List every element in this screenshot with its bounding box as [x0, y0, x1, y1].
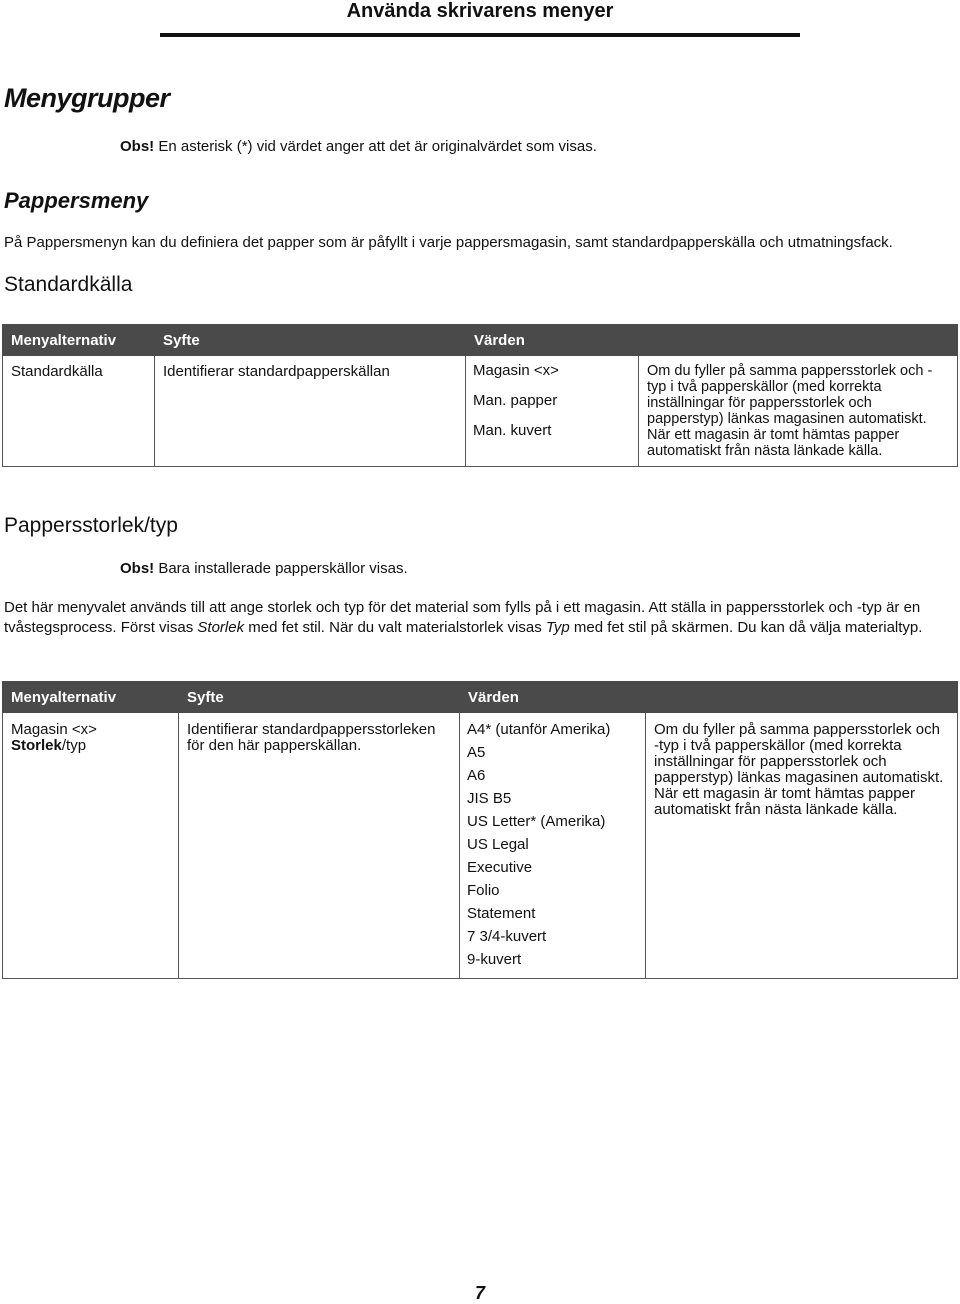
col-header-menyalternativ: Menyalternativ — [3, 325, 155, 356]
col-header-syfte: Syfte — [155, 325, 466, 356]
pappersstorlek-paragraph — [4, 598, 954, 637]
col-header-varden: Värden — [466, 325, 639, 356]
note-text: En asterisk (*) vid värdet anger att det är originalvärdet som visas. — [154, 138, 597, 155]
heading-standardkalla: Standardkälla — [4, 273, 133, 296]
table-row — [3, 356, 958, 467]
value-item: Executive — [467, 859, 533, 876]
para-text: med fet stil. När du valt materialstorlek visas — [244, 618, 546, 636]
value-item: Man. kuvert — [473, 422, 552, 439]
value-item: A4* (utanför Amerika) — [467, 721, 611, 738]
col-header-syfte: Syfte — [179, 682, 460, 713]
para-italic-typ: Typ — [545, 618, 570, 636]
heading-menygrupper: Menygrupper — [4, 83, 170, 113]
value-item: 9-kuvert — [467, 951, 522, 968]
note-text: Bara installerade papperskällor visas. — [154, 560, 408, 577]
note-label: Obs! — [120, 138, 155, 155]
value-item: Statement — [467, 905, 536, 922]
col-header-blank — [639, 325, 958, 356]
description-cell: Om du fyller på samma pappersstorlek och -typ i två papperskällor (med korrekta inställningar för pappersstorlek och papperstyp) länkas magasinen automatiskt. När ett magasin är tomt hämtas papper automatiskt från nästa länkade källa. — [646, 713, 958, 979]
option-rest: /typ — [61, 737, 87, 754]
pappersstorlek-table — [2, 681, 958, 979]
pappersmeny-intro: På Pappersmenyn kan du definiera det papper som är påfyllt i varje pappersmagasin, samt standardpapperskälla och utmatningsfack. — [4, 234, 893, 251]
option-cell: Standardkälla — [3, 356, 155, 467]
heading-pappersstorlek: Pappersstorlek/typ — [4, 514, 178, 537]
value-item: Man. papper — [473, 392, 558, 409]
values-cell — [460, 713, 646, 979]
table-row — [3, 713, 958, 979]
description-cell: Om du fyller på samma pappersstorlek och -typ i två papperskällor (med korrekta inställningar för pappersstorlek och papperstyp) länkas magasinen automatiskt. När ett magasin är tomt hämtas papper automatiskt från nästa länkade källa. — [639, 356, 958, 467]
heading-pappersmeny: Pappersmeny — [4, 188, 149, 213]
value-item: 7 3/4-kuvert — [467, 928, 547, 945]
option-cell — [3, 713, 179, 979]
standardkalla-table — [2, 324, 958, 467]
para-italic-storlek: Storlek — [197, 618, 245, 636]
value-item: Folio — [467, 882, 500, 899]
value-item: US Letter* (Amerika) — [467, 813, 606, 830]
para-text: med fet stil på skärmen. Du kan då välja materialtyp. — [569, 618, 923, 636]
purpose-cell: Identifierar standardpapperskällan — [155, 356, 466, 467]
note-pappersstorlek — [120, 560, 408, 577]
note-menygrupper — [120, 138, 597, 155]
value-item: Magasin <x> — [473, 362, 559, 379]
table-header-row — [3, 682, 958, 713]
value-item: JIS B5 — [467, 790, 512, 807]
page-number: 7 — [474, 1283, 485, 1303]
value-item: A5 — [467, 744, 486, 761]
values-cell — [466, 356, 639, 467]
para-text: Det här menyvalet används till att ange storlek och typ för det material som fylls på i ett magasin. Att ställa in pappersstorlek och -typ är en tvåstegsprocess. Först visas — [4, 599, 921, 636]
purpose-cell: Identifierar standardpappersstorleken för den här papperskällan. — [179, 713, 460, 979]
col-header-varden: Värden — [460, 682, 646, 713]
option-bold: Storlek — [11, 737, 62, 754]
col-header-menyalternativ: Menyalternativ — [3, 682, 179, 713]
note-label: Obs! — [120, 560, 155, 577]
option-line1: Magasin <x> — [11, 721, 97, 738]
table-header-row — [3, 325, 958, 356]
page-header-title: Använda skrivarens menyer — [346, 0, 614, 22]
value-item: US Legal — [467, 836, 529, 853]
col-header-blank — [646, 682, 958, 713]
header-rule — [160, 33, 800, 37]
value-item: A6 — [467, 767, 486, 784]
